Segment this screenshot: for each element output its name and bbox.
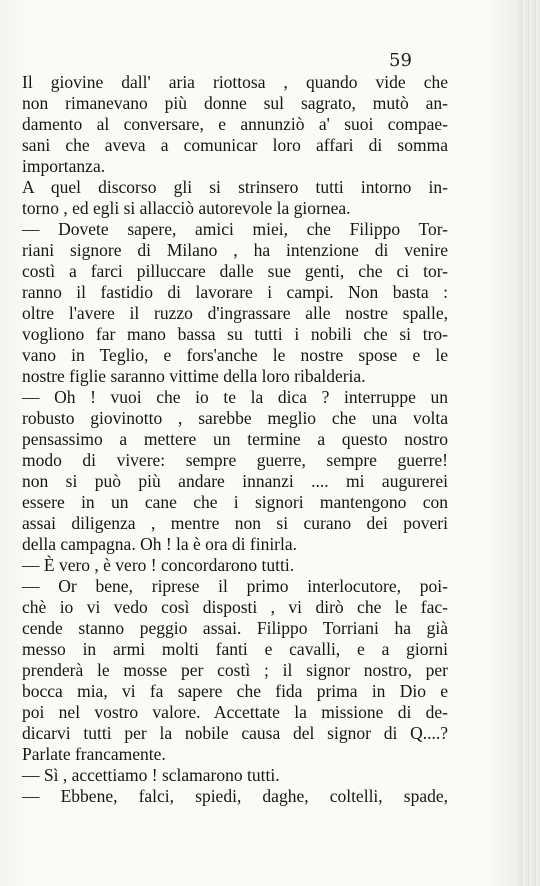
body-text xyxy=(22,72,448,807)
page-gutter-edge xyxy=(518,0,540,886)
text-line: torno , ed egli si allacciò autorevole la giornea. xyxy=(22,198,351,218)
text-line: sani che aveva a comunicar loro affari di somma xyxy=(22,135,448,155)
text-line: — Dovete sapere, amici miei, che Filippo Tor- xyxy=(22,219,448,239)
text-line: vogliono far mano bassa su tutti i nobili che si tro- xyxy=(22,324,448,344)
text-line: costì a farci pilluccare dalle sue genti, che ci tor- xyxy=(22,261,448,281)
text-line: poi nel vostro valore. Accettate la missione di de- xyxy=(22,702,448,722)
text-line: oltre l'avere il ruzzo d'ingrassare alle nostre spalle, xyxy=(22,303,448,323)
text-line: damento al conversare, e annunziò a' suoi compae- xyxy=(22,114,448,134)
text-line: — Oh ! vuoi che io te la dica ? interruppe un xyxy=(22,387,448,407)
text-line: essere in un cane che i signori mantengono con xyxy=(22,492,448,512)
text-line: assai diligenza , mentre non si curano dei poveri xyxy=(22,513,448,533)
text-line: — Sì , accettiamo ! sclamarono tutti. xyxy=(22,765,280,785)
text-line: pensassimo a mettere un termine a questo nostro xyxy=(22,429,448,449)
text-line: Il giovine dall' aria riottosa , quando vide che xyxy=(22,72,448,92)
text-line: robusto giovinotto , sarebbe meglio che una volta xyxy=(22,408,448,428)
text-line: — Or bene, riprese il primo interlocutore, poi- xyxy=(22,576,448,596)
text-line: dicarvi tutti per la nobile causa del signor di Q....? xyxy=(22,723,448,743)
text-line: ranno il fastidio di lavorare i campi. Non basta : xyxy=(22,282,448,302)
text-line: cende stanno peggio assai. Filippo Torriani ha già xyxy=(22,618,448,638)
text-line: messo in armi molti fanti e cavalli, e a giorni xyxy=(22,639,448,659)
text-line: Parlate francamente. xyxy=(22,744,166,764)
text-line: vano in Teglio, e fors'anche le nostre spose e le xyxy=(22,345,448,365)
text-line: — Ebbene, falci, spiedi, daghe, coltelli, spade, xyxy=(22,786,448,806)
text-line: A quel discorso gli si strinsero tutti intorno in- xyxy=(22,177,448,197)
text-line: importanza. xyxy=(22,156,106,176)
text-line: non si può più andare innanzi .... mi augurerei xyxy=(22,471,448,491)
text-line: — È vero , è vero ! concordarono tutti. xyxy=(22,555,295,575)
text-line: bocca mia, vi fa sapere che fida prima in Dio e xyxy=(22,681,448,701)
text-line: prenderà le mosse per costì ; il signor nostro, per xyxy=(22,660,448,680)
text-line: chè io vi vedo così disposti , vi dirò che le fac- xyxy=(22,597,448,617)
text-line: modo di vivere: sempre guerre, sempre guerre! xyxy=(22,450,448,470)
text-line: della campagna. Oh ! la è ora di finirla. xyxy=(22,534,298,554)
text-line: nostre figlie saranno vittime della loro ribalderia. xyxy=(22,366,366,386)
text-line: riani signore di Milano , ha intenzione di venire xyxy=(22,240,448,260)
page-number: 59 xyxy=(389,50,412,71)
text-line: non rimanevano più donne sul sagrato, mutò an- xyxy=(22,93,448,113)
